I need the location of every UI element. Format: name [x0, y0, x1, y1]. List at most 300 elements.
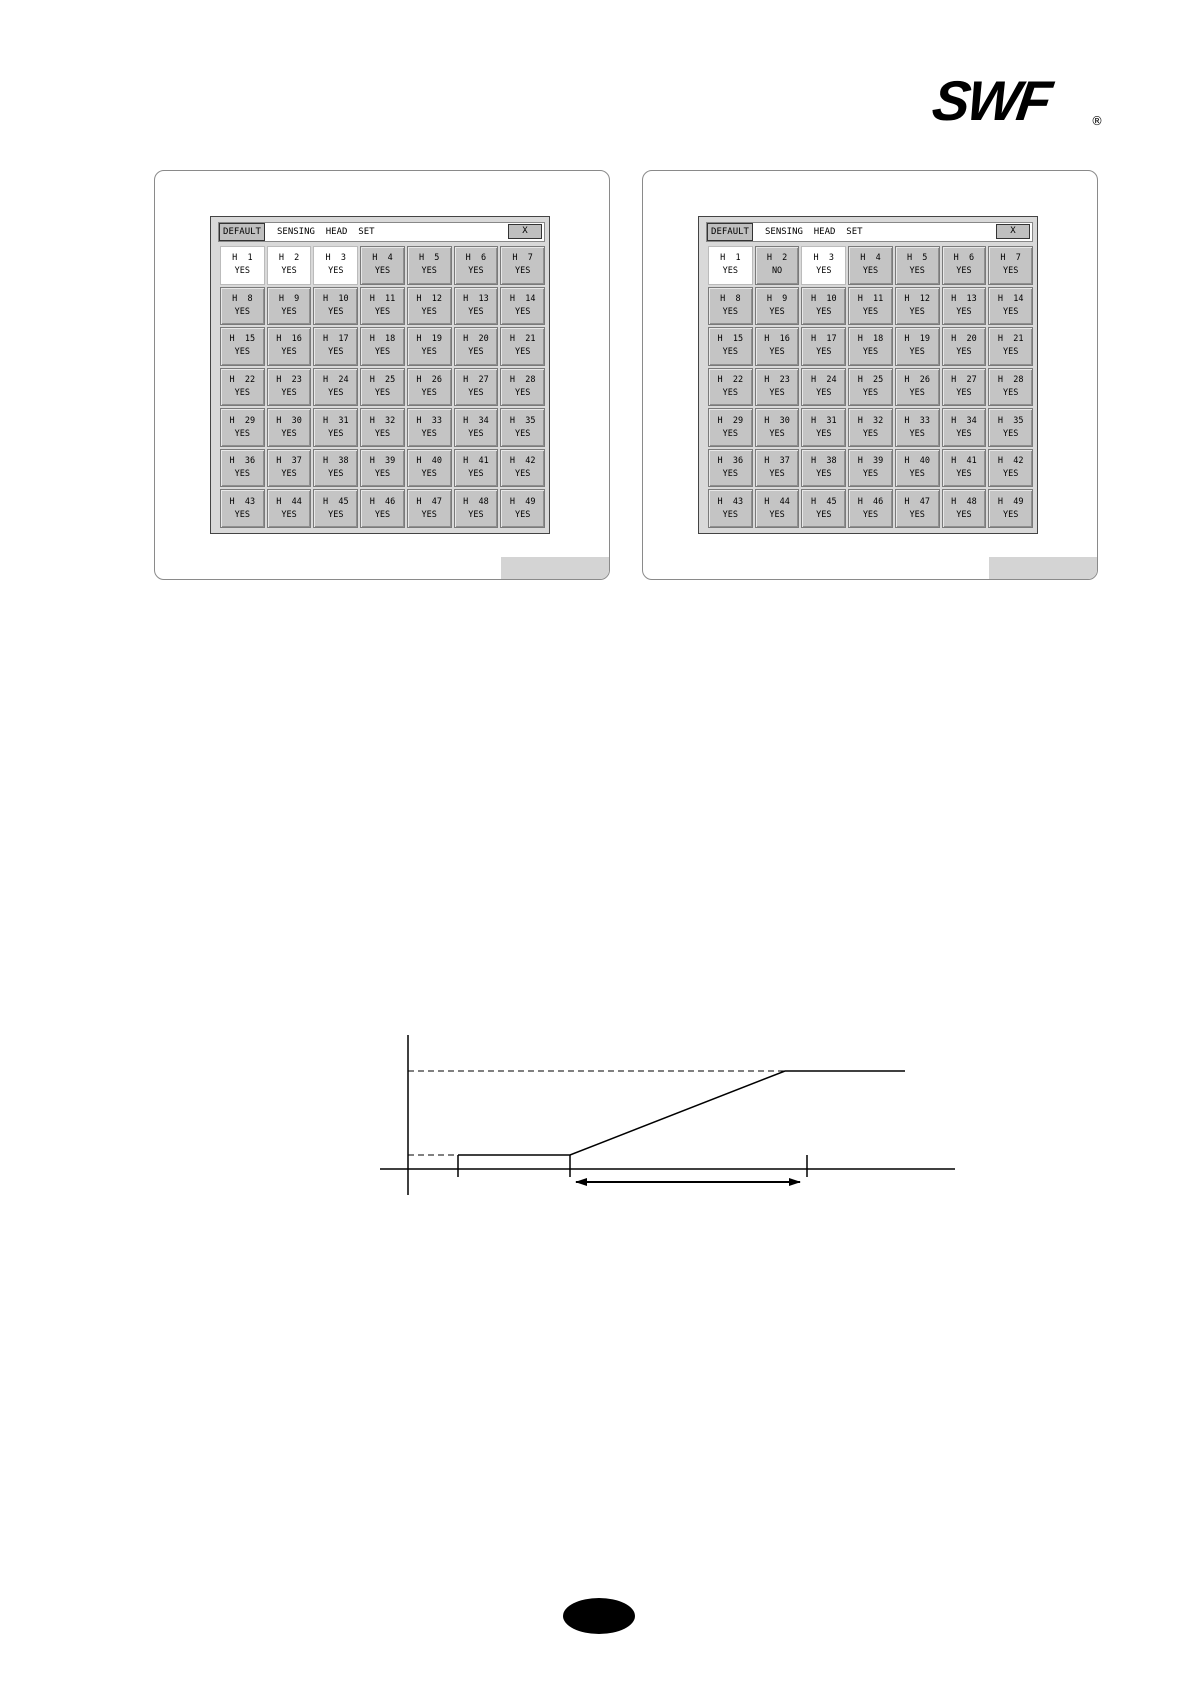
head-number: H 11 — [369, 293, 396, 304]
screenshot-frame-right — [642, 170, 1098, 580]
default-button[interactable]: DEFAULT — [707, 223, 753, 241]
head-button[interactable] — [360, 449, 405, 488]
head-button[interactable] — [801, 287, 846, 326]
head-button[interactable] — [454, 246, 499, 285]
head-number: H 27 — [951, 374, 977, 385]
head-number: H 37 — [276, 456, 302, 467]
head-button[interactable] — [500, 368, 545, 407]
head-button[interactable] — [708, 287, 753, 326]
head-button[interactable] — [500, 408, 545, 447]
head-number: H 39 — [369, 456, 396, 467]
head-number: H 25 — [857, 374, 884, 385]
head-number: H 8 — [232, 293, 253, 304]
head-number: H 15 — [717, 334, 744, 345]
head-number: H 36 — [229, 456, 256, 467]
head-button[interactable] — [407, 489, 452, 528]
head-button[interactable] — [313, 287, 358, 326]
head-state: YES — [862, 387, 879, 398]
head-state: YES — [234, 387, 251, 398]
head-state: YES — [722, 387, 739, 398]
head-number: H 20 — [951, 334, 977, 345]
head-button[interactable] — [500, 489, 545, 528]
head-button[interactable] — [895, 449, 940, 488]
head-state: YES — [722, 509, 739, 520]
head-button[interactable] — [220, 327, 265, 366]
head-number: H 12 — [904, 293, 930, 304]
head-state: YES — [909, 469, 925, 480]
head-button[interactable] — [848, 408, 893, 447]
head-button[interactable] — [220, 408, 265, 447]
head-number: H 26 — [416, 374, 442, 385]
head-button[interactable] — [801, 408, 846, 447]
head-state: YES — [956, 387, 972, 398]
head-button[interactable] — [708, 489, 753, 528]
head-number: H 10 — [810, 293, 837, 304]
head-state: YES — [328, 387, 344, 398]
head-state: YES — [1002, 306, 1019, 317]
head-number: H 12 — [416, 293, 442, 304]
head-number: H 21 — [509, 334, 536, 345]
head-button[interactable] — [988, 489, 1033, 528]
head-button[interactable] — [267, 408, 312, 447]
head-state: YES — [816, 469, 832, 480]
head-state: YES — [514, 469, 531, 480]
head-state: YES — [909, 347, 925, 358]
head-number: H 35 — [509, 415, 536, 426]
head-button[interactable] — [942, 246, 987, 285]
head-state: YES — [909, 509, 925, 520]
head-number: H 21 — [997, 334, 1024, 345]
head-button[interactable] — [454, 368, 499, 407]
head-button[interactable] — [848, 287, 893, 326]
head-number: H 6 — [465, 253, 487, 264]
head-number: H 33 — [416, 415, 442, 426]
head-grid — [708, 246, 1033, 528]
head-state: YES — [281, 509, 297, 520]
head-number: H 30 — [764, 415, 790, 426]
head-state: YES — [421, 347, 437, 358]
title-bar — [218, 222, 545, 242]
head-button[interactable] — [500, 449, 545, 488]
head-state: YES — [234, 266, 251, 277]
head-number: H 46 — [369, 496, 396, 507]
head-state: YES — [909, 428, 925, 439]
head-number: H 34 — [951, 415, 977, 426]
swf-logo — [928, 69, 1105, 132]
head-button[interactable] — [454, 327, 499, 366]
head-state: YES — [374, 509, 391, 520]
head-button[interactable] — [500, 287, 545, 326]
head-button[interactable] — [942, 287, 987, 326]
head-state: YES — [514, 387, 531, 398]
head-button[interactable] — [360, 368, 405, 407]
head-button[interactable] — [500, 327, 545, 366]
head-number: H 34 — [463, 415, 489, 426]
head-state: YES — [514, 347, 531, 358]
head-button[interactable] — [942, 368, 987, 407]
head-state: YES — [956, 469, 972, 480]
head-button[interactable] — [313, 327, 358, 366]
head-button[interactable] — [267, 368, 312, 407]
head-state: YES — [281, 347, 297, 358]
head-state: YES — [862, 347, 879, 358]
head-button[interactable] — [942, 408, 987, 447]
head-state: YES — [468, 347, 484, 358]
screen-title: SENSING HEAD SET — [765, 227, 863, 237]
head-button[interactable] — [895, 489, 940, 528]
head-button[interactable] — [988, 327, 1033, 366]
close-button[interactable]: X — [996, 224, 1030, 239]
head-state: YES — [722, 266, 739, 277]
head-state: YES — [421, 428, 437, 439]
head-button[interactable] — [988, 246, 1033, 285]
head-number: H 22 — [229, 374, 256, 385]
head-state: YES — [909, 266, 925, 277]
head-number: H 9 — [278, 293, 300, 304]
head-number: H 25 — [369, 374, 396, 385]
speed-curve — [458, 1071, 905, 1155]
head-state: YES — [328, 347, 344, 358]
frame-tab — [989, 557, 1097, 579]
head-number: H 48 — [951, 496, 977, 507]
head-number: H 44 — [764, 496, 790, 507]
head-state: YES — [1002, 266, 1019, 277]
head-button[interactable] — [801, 368, 846, 407]
logo-text: SWF — [928, 69, 1053, 132]
head-number: H 41 — [463, 456, 489, 467]
head-button[interactable] — [988, 368, 1033, 407]
head-button[interactable] — [895, 368, 940, 407]
head-number: H 17 — [810, 334, 837, 345]
head-state: YES — [328, 266, 344, 277]
head-button[interactable] — [755, 449, 800, 488]
head-button[interactable] — [755, 327, 800, 366]
head-button[interactable] — [708, 327, 753, 366]
head-number: H 17 — [322, 334, 349, 345]
head-number: H 28 — [997, 374, 1024, 385]
head-number: H 11 — [857, 293, 884, 304]
head-button[interactable] — [848, 327, 893, 366]
head-state: YES — [769, 347, 785, 358]
head-state: YES — [816, 347, 832, 358]
head-number: H 40 — [416, 456, 442, 467]
head-state: YES — [1002, 428, 1019, 439]
head-button[interactable] — [848, 246, 893, 285]
head-number: H 20 — [463, 334, 489, 345]
head-number: H 47 — [904, 496, 930, 507]
head-button[interactable] — [267, 449, 312, 488]
head-state: YES — [722, 428, 739, 439]
head-state: YES — [514, 266, 531, 277]
head-button[interactable] — [942, 327, 987, 366]
head-state: YES — [374, 266, 391, 277]
head-number: H 23 — [764, 374, 790, 385]
head-number: H 49 — [509, 496, 536, 507]
head-button[interactable] — [988, 408, 1033, 447]
head-button[interactable] — [848, 449, 893, 488]
head-state: YES — [909, 306, 925, 317]
head-button[interactable] — [360, 287, 405, 326]
head-grid — [220, 246, 545, 528]
head-number: H 31 — [810, 415, 837, 426]
head-button[interactable] — [942, 449, 987, 488]
head-state: YES — [956, 347, 972, 358]
head-state: YES — [722, 469, 739, 480]
head-state: YES — [328, 428, 344, 439]
head-button[interactable] — [942, 489, 987, 528]
head-button[interactable] — [267, 489, 312, 528]
head-number: H 18 — [369, 334, 396, 345]
head-state: YES — [468, 469, 484, 480]
head-button[interactable] — [708, 449, 753, 488]
head-number: H 2 — [766, 253, 788, 264]
head-number: H 31 — [322, 415, 349, 426]
head-button[interactable] — [755, 287, 800, 326]
head-button[interactable] — [755, 246, 800, 285]
head-state: YES — [234, 347, 251, 358]
head-button[interactable] — [360, 408, 405, 447]
head-state: YES — [862, 428, 879, 439]
head-number: H 47 — [416, 496, 442, 507]
head-state: YES — [328, 509, 344, 520]
head-button[interactable] — [801, 489, 846, 528]
head-button[interactable] — [708, 246, 753, 285]
head-state: YES — [468, 387, 484, 398]
head-button[interactable] — [313, 246, 358, 285]
head-number: H 5 — [906, 253, 928, 264]
head-number: H 30 — [276, 415, 302, 426]
head-state: YES — [1002, 347, 1019, 358]
head-state: YES — [234, 509, 251, 520]
head-number: H 4 — [860, 253, 881, 264]
head-state: YES — [421, 469, 437, 480]
head-button[interactable] — [407, 449, 452, 488]
frame-tab — [501, 557, 609, 579]
head-button[interactable] — [360, 489, 405, 528]
head-state: YES — [281, 469, 297, 480]
head-button[interactable] — [755, 489, 800, 528]
head-state: YES — [281, 266, 297, 277]
head-state: YES — [816, 266, 832, 277]
head-button[interactable] — [755, 368, 800, 407]
head-number: H 14 — [997, 293, 1024, 304]
head-button[interactable] — [220, 489, 265, 528]
head-state: YES — [374, 347, 391, 358]
head-button[interactable] — [895, 246, 940, 285]
head-button[interactable] — [708, 408, 753, 447]
head-number: H 24 — [810, 374, 837, 385]
head-number: H 43 — [229, 496, 256, 507]
head-number: H 13 — [463, 293, 489, 304]
head-number: H 46 — [857, 496, 884, 507]
close-button[interactable]: X — [508, 224, 542, 239]
head-button[interactable] — [407, 327, 452, 366]
head-button[interactable] — [454, 449, 499, 488]
head-number: H 28 — [509, 374, 536, 385]
head-button[interactable] — [267, 287, 312, 326]
head-number: H 37 — [764, 456, 790, 467]
head-number: H 49 — [997, 496, 1024, 507]
head-number: H 7 — [512, 253, 533, 264]
head-button[interactable] — [895, 408, 940, 447]
head-button[interactable] — [801, 449, 846, 488]
head-number: H 2 — [278, 253, 300, 264]
head-button[interactable] — [848, 368, 893, 407]
head-state: YES — [514, 306, 531, 317]
head-button[interactable] — [801, 246, 846, 285]
head-number: H 32 — [369, 415, 396, 426]
head-button[interactable] — [267, 246, 312, 285]
head-number: H 9 — [766, 293, 788, 304]
head-number: H 39 — [857, 456, 884, 467]
head-number: H 1 — [232, 253, 253, 264]
head-number: H 1 — [720, 253, 741, 264]
head-number: H 16 — [764, 334, 790, 345]
head-state: YES — [956, 428, 972, 439]
head-number: H 43 — [717, 496, 744, 507]
head-number: H 14 — [509, 293, 536, 304]
head-state: YES — [468, 428, 484, 439]
head-button[interactable] — [360, 246, 405, 285]
head-state: YES — [514, 509, 531, 520]
head-state: YES — [374, 387, 391, 398]
head-state: YES — [1002, 387, 1019, 398]
head-button[interactable] — [220, 287, 265, 326]
head-state: YES — [421, 387, 437, 398]
head-button[interactable] — [755, 408, 800, 447]
head-button[interactable] — [220, 246, 265, 285]
head-button[interactable] — [988, 449, 1033, 488]
head-state: YES — [374, 428, 391, 439]
head-state: YES — [769, 469, 785, 480]
head-state: YES — [234, 469, 251, 480]
head-state: YES — [769, 387, 785, 398]
head-button[interactable] — [407, 368, 452, 407]
head-number: H 45 — [810, 496, 837, 507]
head-button[interactable] — [500, 246, 545, 285]
head-state: YES — [816, 509, 832, 520]
head-number: H 18 — [857, 334, 884, 345]
head-number: H 38 — [810, 456, 837, 467]
head-state: YES — [514, 428, 531, 439]
head-number: H 15 — [229, 334, 256, 345]
head-state: YES — [468, 509, 484, 520]
head-button[interactable] — [895, 327, 940, 366]
head-state: YES — [769, 306, 785, 317]
head-state: YES — [281, 306, 297, 317]
head-number: H 26 — [904, 374, 930, 385]
registered-mark: ® — [1091, 114, 1103, 128]
head-state: YES — [1002, 509, 1019, 520]
head-button[interactable] — [313, 449, 358, 488]
title-bar — [706, 222, 1033, 242]
head-state: YES — [281, 387, 297, 398]
head-number: H 5 — [418, 253, 440, 264]
screen-title: SENSING HEAD SET — [277, 227, 375, 237]
head-number: H 6 — [953, 253, 975, 264]
head-state: YES — [769, 428, 785, 439]
head-button[interactable] — [407, 287, 452, 326]
head-state: YES — [234, 428, 251, 439]
head-number: H 29 — [717, 415, 744, 426]
head-number: H 3 — [813, 253, 835, 264]
head-state: YES — [374, 469, 391, 480]
head-state: YES — [722, 306, 739, 317]
head-state: YES — [909, 387, 925, 398]
head-button[interactable] — [407, 408, 452, 447]
head-number: H 33 — [904, 415, 930, 426]
head-state: YES — [956, 509, 972, 520]
head-state: YES — [816, 306, 832, 317]
head-state: YES — [956, 306, 972, 317]
head-number: H 3 — [325, 253, 347, 264]
head-button[interactable] — [313, 368, 358, 407]
head-button[interactable] — [407, 246, 452, 285]
head-button[interactable] — [360, 327, 405, 366]
head-button[interactable] — [988, 287, 1033, 326]
head-number: H 40 — [904, 456, 930, 467]
head-button[interactable] — [313, 489, 358, 528]
head-state: YES — [421, 306, 437, 317]
head-number: H 35 — [997, 415, 1024, 426]
head-state: YES — [816, 387, 832, 398]
head-number: H 44 — [276, 496, 302, 507]
head-number: H 23 — [276, 374, 302, 385]
sensing-head-set-screen — [210, 216, 550, 534]
head-number: H 32 — [857, 415, 884, 426]
timing-diagram — [380, 1035, 960, 1200]
head-state: YES — [234, 306, 251, 317]
head-button[interactable] — [220, 368, 265, 407]
head-button[interactable] — [454, 489, 499, 528]
head-number: H 41 — [951, 456, 977, 467]
head-state: YES — [816, 428, 832, 439]
head-number: H 8 — [720, 293, 741, 304]
screenshot-frame-left — [154, 170, 610, 580]
head-button[interactable] — [454, 408, 499, 447]
head-state: YES — [862, 469, 879, 480]
head-number: H 42 — [997, 456, 1024, 467]
page-number-oval — [563, 1598, 635, 1634]
head-button[interactable] — [313, 408, 358, 447]
head-number: H 4 — [372, 253, 393, 264]
head-number: H 10 — [322, 293, 349, 304]
default-button[interactable]: DEFAULT — [219, 223, 265, 241]
head-button[interactable] — [708, 368, 753, 407]
sensing-head-set-screen — [698, 216, 1038, 534]
head-number: H 22 — [717, 374, 744, 385]
head-number: H 16 — [276, 334, 302, 345]
head-button[interactable] — [801, 327, 846, 366]
head-button[interactable] — [267, 327, 312, 366]
head-button[interactable] — [454, 287, 499, 326]
head-state: YES — [769, 509, 785, 520]
head-button[interactable] — [848, 489, 893, 528]
head-number: H 19 — [904, 334, 930, 345]
head-number: H 13 — [951, 293, 977, 304]
head-state: YES — [468, 306, 484, 317]
head-number: H 48 — [463, 496, 489, 507]
head-state: YES — [722, 347, 739, 358]
head-number: H 24 — [322, 374, 349, 385]
head-number: H 38 — [322, 456, 349, 467]
head-state: YES — [328, 469, 344, 480]
head-state: YES — [862, 266, 879, 277]
head-button[interactable] — [220, 449, 265, 488]
head-state: YES — [956, 266, 972, 277]
head-button[interactable] — [895, 287, 940, 326]
head-state: NO — [771, 266, 783, 277]
